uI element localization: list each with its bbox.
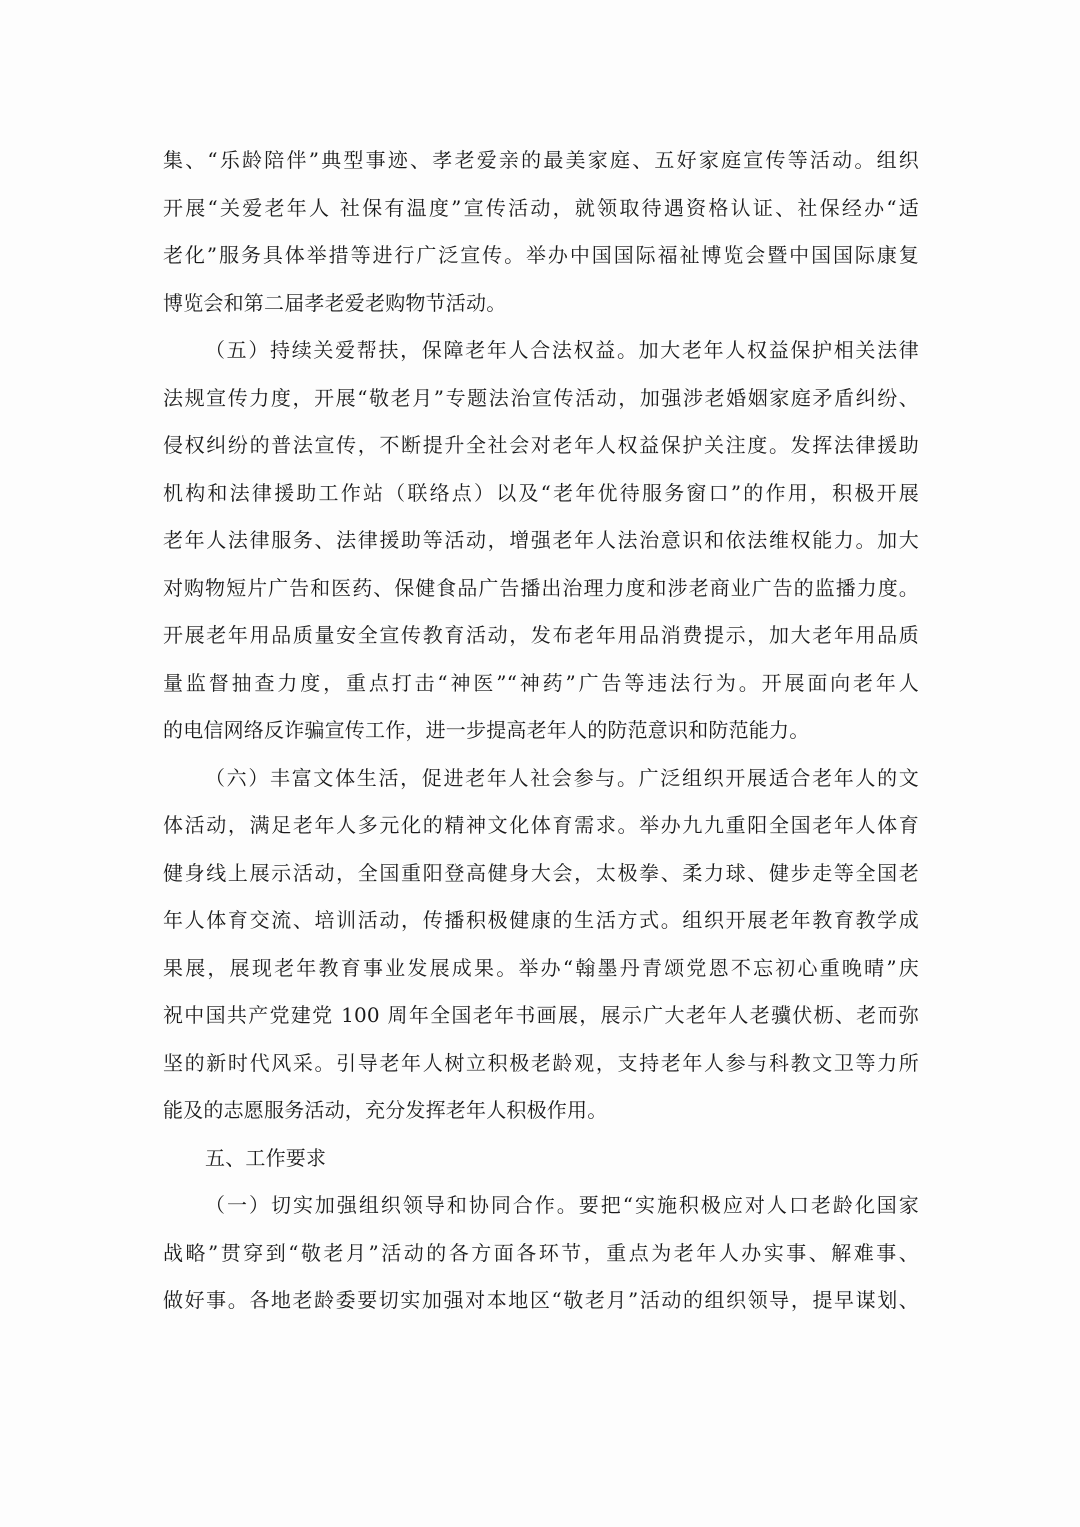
- text-line: 坚的新时代风采。引导老年人树立积极老龄观，支持老年人参与科教文卫等力所: [163, 1050, 919, 1075]
- text-line: （五）持续关爱帮扶，保障老年人合法权益。加大老年人权益保护相关法律: [205, 338, 919, 362]
- text-line: 博览会和第二届孝老爱老购物节活动。: [163, 290, 507, 315]
- text-line: 的电信网络反诈骗宣传工作，进一步提高老年人的防范意识和防范能力。: [163, 718, 810, 742]
- text-line: 老年人法律服务、法律援助等活动，增强老年人法治意识和依法维权能力。加大: [163, 528, 919, 552]
- text-line: 侵权纠纷的普法宣传，不断提升全社会对老年人权益保护关注度。发挥法律援助: [163, 433, 919, 457]
- paragraph-p3: [163, 755, 919, 1135]
- heading-text: 五、工作要求: [205, 1145, 327, 1170]
- document-body: [163, 137, 919, 1325]
- text-line: 健身线上展示活动，全国重阳登高健身大会，太极拳、柔力球、健步走等全国老: [163, 860, 919, 885]
- text-line: 老化”服务具体举措等进行广泛宣传。举办中国国际福祉博览会暨中国国际康复: [163, 243, 919, 267]
- text-line: 能及的志愿服务活动，充分发挥老年人积极作用。: [163, 1098, 608, 1122]
- text-line: 体活动，满足老年人多元化的精神文化体育需求。举办九九重阳全国老年人体育: [163, 813, 919, 837]
- text-line: 量监督抽查力度，重点打击“神医”“神药”广告等违法行为。开展面向老年人: [163, 670, 919, 695]
- text-line: 集、“乐龄陪伴”典型事迹、孝老爱亲的最美家庭、五好家庭宣传等活动。组织: [163, 148, 919, 172]
- paragraph-p2: [163, 327, 919, 755]
- text-line: 开展老年用品质量安全宣传教育活动，发布老年用品消费提示，加大老年用品质: [163, 623, 919, 647]
- text-line: （一）切实加强组织领导和协同合作。要把“实施积极应对人口老龄化国家: [205, 1193, 919, 1217]
- text-line: 果展，展现老年教育事业发展成果。举办“翰墨丹青颂党恩不忘初心重晚晴”庆: [163, 955, 919, 980]
- paragraph-p4: [163, 1182, 919, 1325]
- text-line: 年人体育交流、培训活动，传播积极健康的生活方式。组织开展老年教育教学成: [163, 908, 919, 932]
- text-line: 法规宣传力度，开展“敬老月”专题法治宣传活动，加强涉老婚姻家庭矛盾纠纷、: [163, 385, 919, 410]
- section-heading: [163, 1135, 919, 1183]
- text-line: 开展“关爱老年人 社保有温度”宣传活动，就领取待遇资格认证、社保经办“适: [163, 195, 919, 220]
- text-line: （六）丰富文体生活，促进老年人社会参与。广泛组织开展适合老年人的文: [205, 765, 919, 790]
- text-line: 做好事。各地老龄委要切实加强对本地区“敬老月”活动的组织领导，提早谋划、: [163, 1288, 919, 1312]
- text-line: 对购物短片广告和医药、保健食品广告播出治理力度和涉老商业广告的监播力度。: [163, 575, 919, 600]
- text-line: 机构和法律援助工作站（联络点）以及“老年优待服务窗口”的作用，积极开展: [163, 480, 919, 505]
- paragraph-p1: [163, 137, 919, 327]
- text-line: 战略”贯穿到“敬老月”活动的各方面各环节，重点为老年人办实事、解难事、: [163, 1240, 919, 1265]
- text-line: 祝中国共产党建党 100 周年全国老年书画展，展示广大老年人老骥伏枥、老而弥: [163, 1003, 919, 1027]
